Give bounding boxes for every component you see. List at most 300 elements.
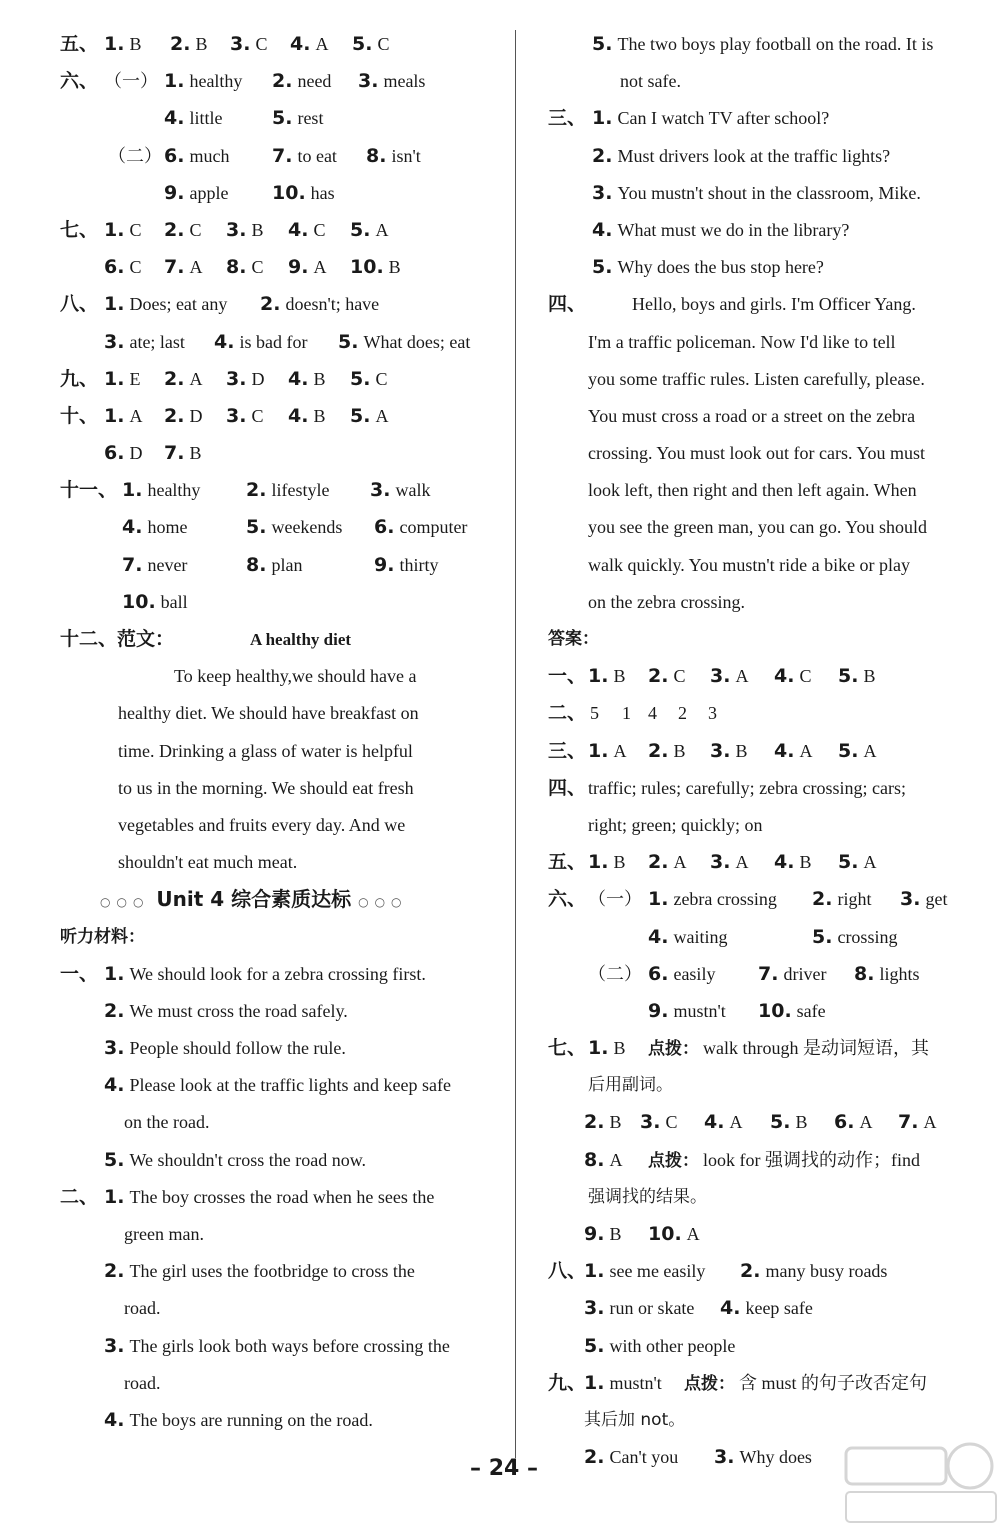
item-number: 1. bbox=[164, 70, 185, 93]
hint-text: 强调找的结果。 bbox=[588, 1186, 707, 1207]
section-label: 八、 bbox=[548, 1260, 587, 1283]
item-number: 5. bbox=[104, 1148, 125, 1171]
answer-item: 9. B bbox=[584, 1223, 622, 1245]
item-number: 4. bbox=[774, 851, 795, 874]
answer-item: 1 bbox=[622, 703, 631, 724]
listening-line: green man. bbox=[124, 1224, 204, 1244]
essay-text: to us in the morning. We should eat fresh bbox=[118, 777, 414, 798]
answer-item: 5. with other people bbox=[584, 1334, 736, 1357]
answer-item: 2. B bbox=[584, 1111, 622, 1134]
answer-5 bbox=[548, 844, 988, 881]
item-number: 4. bbox=[214, 330, 235, 353]
section-6-row bbox=[60, 138, 500, 175]
item-number: 3. bbox=[592, 181, 613, 204]
listening-3 bbox=[548, 100, 988, 137]
answer-item: 3. get bbox=[900, 888, 948, 911]
listening-line: 5. Why does the bus stop here? bbox=[592, 256, 824, 279]
section-6-row bbox=[60, 175, 500, 212]
item-number: 3. bbox=[358, 70, 379, 93]
answer-item: 10. ball bbox=[122, 590, 188, 613]
section-5 bbox=[60, 26, 500, 63]
passage-row bbox=[548, 361, 988, 398]
answer-item: 8. A bbox=[584, 1148, 623, 1171]
item-number: 9. bbox=[288, 256, 309, 279]
answer-4 bbox=[548, 770, 988, 807]
answer-row bbox=[548, 993, 988, 1030]
section-11-row bbox=[60, 584, 500, 621]
essay-text: vegetables and fruits every day. And we bbox=[118, 814, 406, 835]
item-number: 3. bbox=[104, 330, 125, 353]
item-number: 2. bbox=[592, 144, 613, 167]
answer-item: 6. computer bbox=[374, 516, 468, 539]
item-number: 6. bbox=[648, 962, 669, 985]
item-number: 3. bbox=[710, 665, 731, 688]
listening-line: 2. Must drivers look at the traffic lights? bbox=[592, 144, 891, 167]
answer-item: 3. Why does bbox=[714, 1446, 812, 1469]
listening-row bbox=[548, 138, 988, 175]
unit-heading bbox=[60, 881, 500, 918]
item-number: 4. bbox=[288, 404, 309, 427]
answer-item: 1. healthy bbox=[122, 479, 201, 502]
passage-row bbox=[548, 547, 988, 584]
answer-item: 5. What does; eat bbox=[338, 330, 471, 353]
answer-item: 6. easily bbox=[648, 962, 716, 985]
answer-item: 1. see me easily bbox=[584, 1260, 706, 1283]
answer-row bbox=[548, 919, 988, 956]
item-number: 3. bbox=[226, 404, 247, 427]
passage-line: I'm a traffic policeman. Now I'd like to tell bbox=[588, 331, 896, 352]
item-number: 3. bbox=[226, 218, 247, 241]
section-7 bbox=[60, 212, 500, 249]
passage-line: you some traffic rules. Listen carefully, please. bbox=[588, 368, 925, 389]
unit-title-wrap bbox=[100, 881, 408, 921]
answer-line: traffic; rules; carefully; zebra crossing; cars; bbox=[588, 777, 907, 798]
answer-row bbox=[548, 1216, 988, 1253]
section-label: 二、 bbox=[548, 702, 587, 725]
item-number: 2. bbox=[246, 479, 267, 502]
section-8-row bbox=[60, 324, 500, 361]
item-number: 3. bbox=[230, 33, 251, 55]
essay-line bbox=[60, 844, 500, 881]
answer-item: 2. C bbox=[164, 218, 202, 241]
item-number: 5. bbox=[838, 665, 859, 688]
listening-1 bbox=[60, 956, 500, 993]
answer-row bbox=[548, 1402, 988, 1439]
item-number: 1. bbox=[122, 479, 143, 502]
answer-item: 4. C bbox=[774, 665, 812, 688]
answer-item: 8. lights bbox=[854, 962, 920, 985]
essay-text: time. Drinking a glass of water is helpful bbox=[118, 740, 413, 761]
item-number: 1. bbox=[588, 739, 609, 762]
answer-item: 7. driver bbox=[758, 962, 827, 985]
answer-item: 4. B bbox=[288, 367, 326, 390]
listening-line: 4. What must we do in the library? bbox=[592, 218, 850, 241]
answer-row bbox=[548, 807, 988, 844]
item-number: 2. bbox=[104, 999, 125, 1022]
answer-row bbox=[548, 1328, 988, 1365]
item-number: 2. bbox=[648, 851, 669, 874]
section-label: 四、 bbox=[548, 776, 587, 799]
answer-item: 3. B bbox=[226, 218, 264, 241]
listening-heading bbox=[60, 919, 500, 956]
item-number: 3. bbox=[710, 851, 731, 874]
hint-label: 点拨： bbox=[684, 1373, 735, 1394]
section-label: 十、 bbox=[60, 404, 99, 427]
item-number: 4. bbox=[720, 1297, 741, 1320]
listening-row bbox=[60, 1365, 500, 1402]
item-number: 5. bbox=[350, 404, 371, 427]
section-label: 一、 bbox=[60, 962, 99, 985]
item-number: 10. bbox=[272, 181, 306, 204]
item-number: 3. bbox=[226, 367, 247, 390]
essay-text: To keep healthy,we should have a bbox=[174, 666, 417, 687]
answer-2 bbox=[548, 695, 988, 732]
item-number: 3. bbox=[710, 739, 731, 762]
item-number: 2. bbox=[584, 1111, 605, 1134]
item-number: 7. bbox=[164, 256, 185, 279]
item-number: 1. bbox=[104, 962, 125, 985]
answer-item: 5. A bbox=[350, 404, 389, 427]
passage-row bbox=[548, 324, 988, 361]
item-number: 4. bbox=[592, 218, 613, 241]
answer-item: 6. much bbox=[164, 144, 230, 167]
listening-line: on the road. bbox=[124, 1112, 210, 1133]
item-number: 4. bbox=[774, 739, 795, 762]
answer-item: 9. mustn't bbox=[648, 999, 726, 1022]
passage-line: you see the green man, you can go. You should bbox=[588, 517, 927, 538]
item-number: 10. bbox=[758, 999, 792, 1022]
answer-item: 6. D bbox=[104, 442, 143, 465]
listening-line: 5. We shouldn't cross the road now. bbox=[104, 1148, 367, 1171]
listening-row bbox=[60, 1067, 500, 1104]
answer-item: 4. is bad for bbox=[214, 330, 308, 353]
item-number: 1. bbox=[584, 1260, 605, 1283]
section-label: 三、 bbox=[548, 739, 587, 762]
answer-item: 7. A bbox=[164, 256, 203, 279]
answer-6 bbox=[548, 881, 988, 918]
item-number: 5. bbox=[246, 516, 267, 539]
answer-row bbox=[548, 1104, 988, 1141]
answer-item: 2 bbox=[678, 703, 687, 724]
essay-text: healthy diet. We should have breakfast on bbox=[118, 703, 419, 724]
answer-item: 5. A bbox=[838, 739, 877, 762]
item-number: 5. bbox=[350, 367, 371, 390]
passage-row bbox=[548, 398, 988, 435]
answer-item: 10. B bbox=[350, 256, 401, 279]
section-10-row bbox=[60, 435, 500, 472]
item-number: 9. bbox=[648, 999, 669, 1022]
answer-item: 4. B bbox=[774, 851, 812, 874]
answer-item: 7. never bbox=[122, 553, 188, 576]
item-number: 5. bbox=[352, 33, 373, 55]
answer-item: 5. B bbox=[770, 1111, 808, 1134]
item-number: 7. bbox=[758, 962, 779, 985]
item-number: 3. bbox=[584, 1297, 605, 1320]
answer-item: 1. healthy bbox=[164, 70, 243, 93]
listening-4 bbox=[548, 286, 988, 323]
answer-item: 6. C bbox=[104, 256, 142, 279]
item-number: 1. bbox=[592, 107, 613, 130]
passage-line: crossing. You must look out for cars. You must bbox=[588, 443, 926, 464]
item-number: 1. bbox=[104, 367, 125, 390]
listening-title: 听力材料： bbox=[60, 926, 145, 947]
answer-row bbox=[548, 1142, 988, 1179]
answer-item: 5 bbox=[590, 703, 599, 724]
passage-line: look left, then right and then left again. When bbox=[588, 480, 917, 501]
answer-item: 3. ate; last bbox=[104, 330, 185, 353]
answer-row bbox=[548, 1067, 988, 1104]
item-number: 5. bbox=[272, 107, 293, 130]
hint-text: 后用副词。 bbox=[588, 1075, 673, 1096]
item-number: 4. bbox=[774, 665, 795, 688]
item-number: 10. bbox=[122, 590, 156, 613]
passage-row bbox=[548, 584, 988, 621]
answer-item: 5. A bbox=[838, 851, 877, 874]
answer-item: 2. need bbox=[272, 70, 332, 93]
part-label: （二） bbox=[588, 963, 642, 984]
listening-row bbox=[548, 175, 988, 212]
item-number: 7. bbox=[122, 553, 143, 576]
item-number: 5. bbox=[812, 925, 833, 948]
item-number: 9. bbox=[374, 553, 395, 576]
answer-item: 2. C bbox=[648, 665, 686, 688]
answer-item: 10. safe bbox=[758, 999, 826, 1022]
listening-row bbox=[60, 1216, 500, 1253]
answer-item: 3. C bbox=[230, 33, 268, 55]
answer-item: 5. weekends bbox=[246, 516, 343, 539]
listening-row bbox=[60, 1253, 500, 1290]
answer-item: 4. little bbox=[164, 107, 223, 130]
item-number: 5. bbox=[584, 1334, 605, 1357]
answer-item: 4. A bbox=[704, 1111, 743, 1134]
section-label: 三、 bbox=[548, 107, 587, 130]
decorative-dots: ○○○ bbox=[358, 895, 408, 910]
answer-item: 1. C bbox=[104, 218, 142, 241]
answer-row bbox=[548, 1290, 988, 1327]
answer-item: 7. A bbox=[898, 1111, 937, 1134]
listening-row bbox=[60, 1290, 500, 1327]
hint-line bbox=[684, 1365, 927, 1403]
item-number: 1. bbox=[104, 218, 125, 241]
answer-item: 4. C bbox=[288, 218, 326, 241]
item-number: 9. bbox=[584, 1223, 605, 1245]
item-number: 2. bbox=[648, 739, 669, 762]
item-number: 7. bbox=[164, 442, 185, 465]
answer-item: 7. B bbox=[164, 442, 202, 465]
item-number: 4. bbox=[104, 1408, 125, 1431]
listening-row bbox=[60, 1104, 500, 1141]
answer-item: 2. A bbox=[648, 851, 687, 874]
answer-item: 2. many busy roads bbox=[740, 1260, 888, 1283]
section-label: 七、 bbox=[548, 1037, 587, 1060]
section-label: 七、 bbox=[60, 218, 99, 241]
listening-row bbox=[548, 63, 988, 100]
hint-label: 点拨： bbox=[648, 1039, 699, 1060]
item-number: 1. bbox=[584, 1371, 605, 1394]
answer-item: 1. B bbox=[588, 1037, 626, 1060]
item-number: 1. bbox=[104, 33, 125, 55]
answer-item: 4. home bbox=[122, 516, 188, 539]
section-label: 一、 bbox=[548, 665, 587, 688]
section-label: 二、 bbox=[60, 1185, 99, 1208]
passage-line: walk quickly. You mustn't ride a bike or play bbox=[588, 554, 911, 575]
item-number: 3. bbox=[714, 1446, 735, 1469]
answer-item: 2. Can't you bbox=[584, 1446, 679, 1469]
answers-title: 答案： bbox=[548, 629, 599, 649]
item-number: 5. bbox=[592, 256, 613, 279]
answer-row bbox=[548, 1179, 988, 1216]
listening-line: 2. We must cross the road safely. bbox=[104, 999, 348, 1022]
passage-row bbox=[548, 472, 988, 509]
section-9 bbox=[60, 361, 500, 398]
answer-item: 5. B bbox=[838, 665, 876, 688]
item-number: 4. bbox=[288, 367, 309, 390]
item-number: 2. bbox=[648, 665, 669, 688]
decorative-dots: ○○○ bbox=[100, 895, 150, 910]
section-10 bbox=[60, 398, 500, 435]
listening-line: not safe. bbox=[620, 71, 681, 92]
essay-line bbox=[60, 695, 500, 732]
listening-row bbox=[60, 993, 500, 1030]
item-number: 4. bbox=[648, 925, 669, 948]
passage-line: on the zebra crossing. bbox=[588, 591, 745, 612]
item-number: 2. bbox=[260, 293, 281, 316]
item-number: 10. bbox=[648, 1223, 682, 1245]
answer-line: right; green; quickly; on bbox=[588, 814, 763, 835]
item-number: 1. bbox=[104, 404, 125, 427]
section-7-row bbox=[60, 249, 500, 286]
item-number: 3. bbox=[640, 1111, 661, 1134]
item-number: 6. bbox=[834, 1111, 855, 1134]
answer-item: 4. B bbox=[288, 404, 326, 427]
answer-item: 4. A bbox=[774, 739, 813, 762]
section-11-row bbox=[60, 547, 500, 584]
item-number: 1. bbox=[104, 1185, 125, 1208]
listening-line: 3. People should follow the rule. bbox=[104, 1037, 346, 1060]
item-number: 2. bbox=[170, 33, 191, 55]
answer-8 bbox=[548, 1253, 988, 1290]
item-number: 6. bbox=[104, 256, 125, 279]
answer-item: 3. C bbox=[226, 404, 264, 427]
answer-item: 4. A bbox=[290, 33, 329, 55]
listening-line: 3. You mustn't shout in the classroom, Mike. bbox=[592, 181, 921, 204]
right-column bbox=[548, 26, 988, 1476]
answer-item: 3. meals bbox=[358, 70, 426, 93]
passage-line: Hello, boys and girls. I'm Officer Yang. bbox=[632, 294, 916, 315]
answer-item: 1. B bbox=[588, 851, 626, 874]
section-12 bbox=[60, 621, 500, 658]
answer-item: 8. isn't bbox=[366, 144, 421, 167]
section-6-row bbox=[60, 100, 500, 137]
section-label: 四、 bbox=[548, 293, 587, 316]
answer-item: 4 bbox=[648, 703, 657, 724]
left-column bbox=[60, 26, 500, 1439]
listening-row bbox=[548, 249, 988, 286]
item-number: 2. bbox=[740, 1260, 761, 1283]
item-number: 4. bbox=[704, 1111, 725, 1134]
column-divider bbox=[515, 30, 516, 1458]
answer-item: 3. B bbox=[710, 739, 748, 762]
essay-line bbox=[60, 770, 500, 807]
listening-line: 1. We should look for a zebra crossing first. bbox=[104, 962, 426, 985]
answer-item: 2. A bbox=[164, 367, 203, 390]
hint-line bbox=[648, 1030, 929, 1068]
answer-item: 2. right bbox=[812, 888, 872, 911]
answer-item: 1. E bbox=[104, 367, 141, 390]
answer-item: 5. C bbox=[350, 367, 388, 390]
answer-item: 5. C bbox=[352, 33, 390, 55]
section-label: 六、 bbox=[60, 70, 99, 93]
answer-item: 3. C bbox=[640, 1111, 678, 1134]
item-number: 4. bbox=[290, 33, 311, 55]
item-number: 8. bbox=[584, 1148, 605, 1171]
listening-row bbox=[60, 1328, 500, 1365]
hint-label: 点拨： bbox=[648, 1150, 699, 1171]
item-number: 8. bbox=[246, 553, 267, 576]
answer-1 bbox=[548, 658, 988, 695]
passage-line: You must cross a road or a street on the zebra bbox=[588, 405, 916, 426]
answer-item: 5. rest bbox=[272, 107, 324, 130]
item-number: 9. bbox=[164, 181, 185, 204]
listening-line: road. bbox=[124, 1298, 161, 1319]
section-label: 六、 bbox=[548, 888, 587, 911]
answer-item: 8. plan bbox=[246, 553, 303, 576]
essay-line bbox=[60, 658, 500, 695]
item-number: 1. bbox=[588, 851, 609, 874]
listening-line: 2. The girl uses the footbridge to cross the bbox=[104, 1260, 415, 1283]
answer-item: 7. to eat bbox=[272, 144, 337, 167]
answer-item: 1. mustn't bbox=[584, 1371, 662, 1394]
answer-item: 10. A bbox=[648, 1223, 700, 1245]
section-11 bbox=[60, 472, 500, 509]
answer-7 bbox=[548, 1030, 988, 1067]
item-number: 1. bbox=[648, 888, 669, 911]
part-label: （二） bbox=[108, 145, 162, 166]
item-number: 7. bbox=[898, 1111, 919, 1134]
answer-item: 2. doesn't; have bbox=[260, 293, 380, 316]
answer-item: 9. apple bbox=[164, 181, 229, 204]
item-number: 8. bbox=[226, 256, 247, 279]
listening-row bbox=[548, 212, 988, 249]
listening-row bbox=[60, 1402, 500, 1439]
listening-row bbox=[60, 1030, 500, 1067]
item-number: 6. bbox=[164, 144, 185, 167]
section-label: 八、 bbox=[60, 293, 99, 316]
item-number: 1. bbox=[588, 665, 609, 688]
listening-line: 1. The boy crosses the road when he sees the bbox=[104, 1185, 435, 1208]
section-label: 九、 bbox=[548, 1371, 587, 1394]
item-number: 4. bbox=[164, 107, 185, 130]
item-number: 4. bbox=[104, 1074, 125, 1097]
item-number: 2. bbox=[584, 1446, 605, 1469]
answer-item: 3. D bbox=[226, 367, 265, 390]
answer-item: 1. B bbox=[104, 33, 142, 55]
listening-2 bbox=[60, 1179, 500, 1216]
item-number: 5. bbox=[338, 330, 359, 353]
item-number: 5. bbox=[838, 851, 859, 874]
answer-item: 1. B bbox=[588, 665, 626, 688]
passage-row bbox=[548, 435, 988, 472]
part-label: （一） bbox=[104, 71, 158, 92]
item-number: 2. bbox=[104, 1260, 125, 1283]
essay-line bbox=[60, 807, 500, 844]
answer-item: 4. keep safe bbox=[720, 1297, 813, 1320]
listening-line: 5. The two boys play football on the road. It is bbox=[592, 33, 934, 55]
page-number: – 24 – bbox=[470, 1456, 538, 1481]
answer-item: 2. D bbox=[164, 404, 203, 427]
answer-item: 2. lifestyle bbox=[246, 479, 330, 502]
answer-item: 9. thirty bbox=[374, 553, 439, 576]
